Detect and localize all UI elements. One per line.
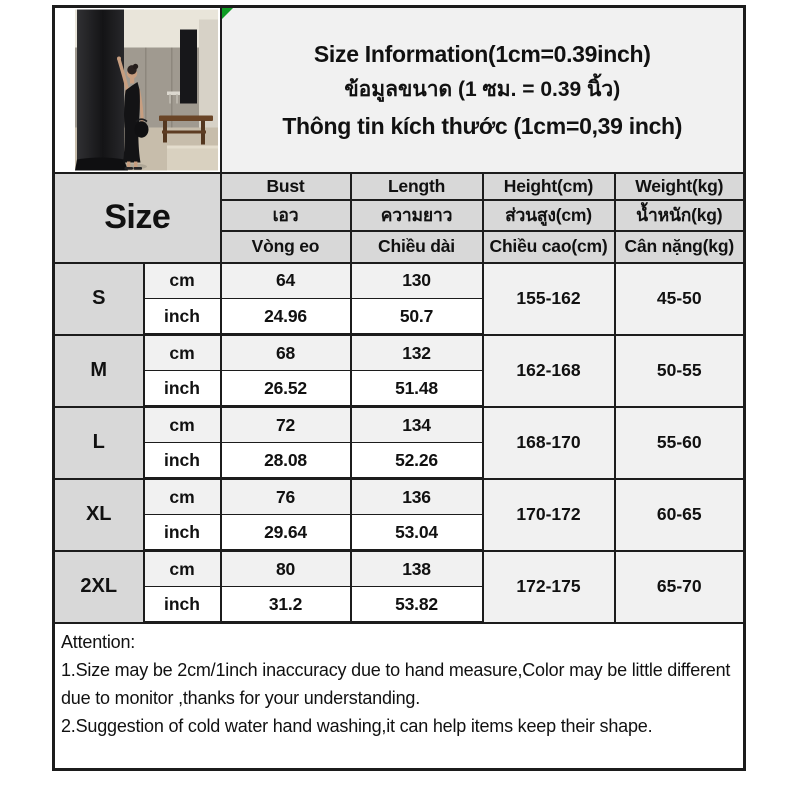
s-bust-cm: 64 — [221, 263, 351, 299]
size-2xl-label: 2XL — [54, 551, 144, 623]
header-length-th: ความยาว — [351, 200, 483, 231]
s-weight: 45-50 — [615, 263, 745, 335]
l-inch-unit: inch — [144, 443, 221, 479]
m-cm-unit: cm — [144, 335, 221, 371]
s-bust-inch: 24.96 — [221, 299, 351, 335]
header-weight-th: น้ำหนัก(kg) — [615, 200, 745, 231]
2xl-length-cm: 138 — [351, 551, 483, 587]
m-length-cm: 132 — [351, 335, 483, 371]
header-length-vi: Chiều dài — [351, 231, 483, 263]
corner-size-label: Size — [54, 173, 221, 263]
l-weight: 55-60 — [615, 407, 745, 479]
s-length-cm: 130 — [351, 263, 483, 299]
header-length-en: Length — [351, 173, 483, 200]
attention-note — [54, 623, 745, 770]
l-bust-cm: 72 — [221, 407, 351, 443]
m-length-inch: 51.48 — [351, 371, 483, 407]
xl-bust-inch: 29.64 — [221, 515, 351, 551]
xl-height: 170-172 — [483, 479, 615, 551]
product-photo-cell — [54, 7, 221, 173]
l-height: 168-170 — [483, 407, 615, 479]
size-info-title-cell — [221, 7, 745, 173]
size-xl-label: XL — [54, 479, 144, 551]
attention-line-3: 2.Suggestion of cold water hand washing,it can help items keep their shape. — [61, 716, 653, 736]
l-length-cm: 134 — [351, 407, 483, 443]
title-english: Size Information(1cm=0.39inch) — [313, 40, 651, 67]
2xl-bust-inch: 31.2 — [221, 587, 351, 623]
header-weight-vi: Cân nặng(kg) — [615, 231, 745, 263]
xl-cm-unit: cm — [144, 479, 221, 515]
xl-length-inch: 53.04 — [351, 515, 483, 551]
header-height-vi: Chiều cao(cm) — [483, 231, 615, 263]
header-bust-en: Bust — [221, 173, 351, 200]
s-cm-unit: cm — [144, 263, 221, 299]
xl-bust-cm: 76 — [221, 479, 351, 515]
header-weight-en: Weight(kg) — [615, 173, 745, 200]
size-s-label: S — [54, 263, 144, 335]
size-table — [52, 5, 746, 771]
header-height-en: Height(cm) — [483, 173, 615, 200]
header-height-th: ส่วนสูง(cm) — [483, 200, 615, 231]
2xl-inch-unit: inch — [144, 587, 221, 623]
xl-weight: 60-65 — [615, 479, 745, 551]
2xl-cm-unit: cm — [144, 551, 221, 587]
2xl-height: 172-175 — [483, 551, 615, 623]
header-bust-th: เอว — [221, 200, 351, 231]
product-photo — [75, 9, 218, 171]
size-m-label: M — [54, 335, 144, 407]
attention-line-1: 1.Size may be 2cm/1inch inaccuracy due to hand measure,Color may be little different — [61, 660, 731, 680]
title-thai: ข้อมูลขนาด (1 ซม. = 0.39 นิ้ว) — [344, 77, 621, 101]
m-bust-inch: 26.52 — [221, 371, 351, 407]
s-height: 155-162 — [483, 263, 615, 335]
xl-length-cm: 136 — [351, 479, 483, 515]
attention-line-2: due to monitor ,thanks for your understanding. — [61, 688, 421, 708]
m-height: 162-168 — [483, 335, 615, 407]
size-l-label: L — [54, 407, 144, 479]
title-vietnamese: Thông tin kích thước (1cm=0,39 inch) — [282, 112, 683, 139]
l-length-inch: 52.26 — [351, 443, 483, 479]
m-bust-cm: 68 — [221, 335, 351, 371]
2xl-bust-cm: 80 — [221, 551, 351, 587]
2xl-weight: 65-70 — [615, 551, 745, 623]
2xl-length-inch: 53.82 — [351, 587, 483, 623]
s-inch-unit: inch — [144, 299, 221, 335]
header-bust-vi: Vòng eo — [221, 231, 351, 263]
m-weight: 50-55 — [615, 335, 745, 407]
product-photo-illustration — [75, 9, 218, 171]
xl-inch-unit: inch — [144, 515, 221, 551]
spreadsheet-flag-icon — [222, 8, 233, 19]
size-chart-sheet — [52, 5, 746, 771]
m-inch-unit: inch — [144, 371, 221, 407]
l-bust-inch: 28.08 — [221, 443, 351, 479]
attention-title: Attention: — [61, 632, 136, 652]
s-length-inch: 50.7 — [351, 299, 483, 335]
l-cm-unit: cm — [144, 407, 221, 443]
